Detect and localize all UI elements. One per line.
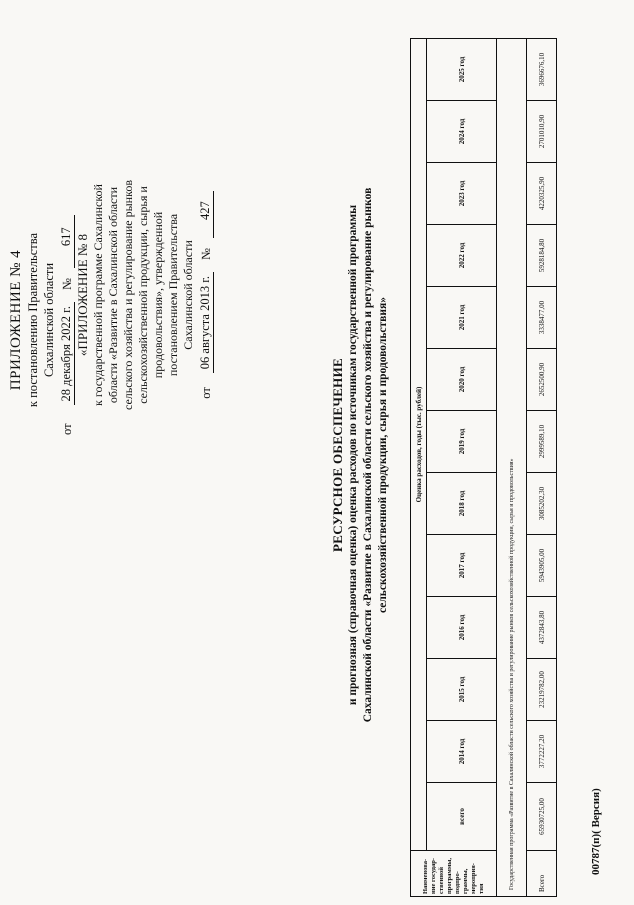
- table-program-row: Государственная программа «Развитие в Сахалинской области сельского хозяйства и регулирование рынков сельскохозяйственной продукции, сырья и продовольствия»: [497, 39, 527, 897]
- appendix-8-line: сельскохозяйственной продукции, сырья и: [136, 186, 150, 404]
- table-cell: 3338477,00: [527, 287, 557, 349]
- appendix-4-no: №: [60, 278, 74, 291]
- table-cell: 2652500,90: [527, 349, 557, 411]
- table-year-header: 2016 год: [427, 597, 497, 659]
- table-cell: 3772227,20: [527, 721, 557, 783]
- table-year-header: 2025 год: [427, 39, 497, 101]
- resource-table: [410, 38, 557, 897]
- table-cell: 3696676,10: [527, 39, 557, 101]
- table-cell: 4372843,80: [527, 597, 557, 659]
- appendix-8-line: постановлением Правительства: [166, 213, 180, 377]
- heading-line3: сельскохозяйственной продукции, сырья и продовольствия»: [377, 297, 389, 613]
- table-name-header: Наименова- ние государ- ственной программы, подпро- граммы, мероприя- тия: [411, 851, 497, 897]
- table-year-header: 2018 год: [427, 473, 497, 535]
- appendix-4-number: 617: [59, 215, 75, 268]
- appendix-4-line2: Сахалинской области: [42, 262, 56, 378]
- table-cell: 3085202,30: [527, 473, 557, 535]
- appendix-8-line: продовольствия», утвержденной: [151, 211, 165, 379]
- table-total-label: Всего: [527, 851, 557, 897]
- appendix-8-line: Сахалинской области: [181, 240, 195, 350]
- table-cell: 65930725,00: [527, 783, 557, 851]
- appendix-8-line: сельского хозяйства и регулирование рынков: [121, 180, 135, 410]
- heading-title: РЕСУРСНОЕ ОБЕСПЕЧЕНИЕ: [330, 358, 345, 552]
- appendix-8-number: 427: [198, 191, 214, 238]
- appendix-8-header: [75, 165, 214, 425]
- table-year-header: 2019 год: [427, 411, 497, 473]
- table-year-header: 2023 год: [427, 163, 497, 225]
- table-cell: 4220325,90: [527, 163, 557, 225]
- table-cell: 5943905,00: [527, 535, 557, 597]
- table-year-header: 2015 год: [427, 659, 497, 721]
- appendix-4-line1: к постановлению Правительства: [26, 232, 40, 408]
- table-cell: 23219782,00: [527, 659, 557, 721]
- table-year-header: всего: [427, 783, 497, 851]
- appendix-4-from: от: [60, 423, 74, 435]
- table-cell: 2701010,90: [527, 101, 557, 163]
- appendix-8-date: 06 августа 2013 г.: [198, 272, 214, 373]
- table-year-header: 2022 год: [427, 225, 497, 287]
- table-cell: 2999589,10: [527, 411, 557, 473]
- table-year-header: 2024 год: [427, 101, 497, 163]
- appendix-8-date-row: [198, 165, 214, 425]
- table-cell: 5928184,80: [527, 225, 557, 287]
- appendix-8-title: «ПРИЛОЖЕНИЕ № 8: [75, 233, 90, 357]
- appendix-4-header: [8, 205, 75, 435]
- appendix-8-line: области «Развитие в Сахалинской области: [106, 186, 120, 404]
- document-heading: [330, 145, 391, 765]
- appendix-4-title: ПРИЛОЖЕНИЕ № 4: [8, 249, 24, 391]
- table-row: [527, 39, 557, 897]
- heading-line1: и прогнозная (справочная оценка) оценка расходов по источникам государственной программы: [347, 204, 359, 706]
- heading-line2: Сахалинской области «Развитие в Сахалинской области сельского хозяйства и регулирование рынков: [362, 187, 374, 723]
- appendix-8-from: от: [199, 387, 213, 399]
- appendix-4-date-row: [59, 205, 75, 435]
- appendix-4-date: 28 декабря 2022 г.: [59, 302, 75, 405]
- table-group-header: Оценка расходов, годы (тыс. рублей): [411, 39, 427, 851]
- appendix-8-no: №: [199, 248, 213, 260]
- document-footer: 00787(п)( Версия): [590, 788, 602, 875]
- table-year-header: 2020 год: [427, 349, 497, 411]
- appendix-8-line: к государственной программе Сахалинской: [91, 184, 105, 406]
- table-year-header: 2014 год: [427, 721, 497, 783]
- table-year-header: 2021 год: [427, 287, 497, 349]
- table-year-header: 2017 год: [427, 535, 497, 597]
